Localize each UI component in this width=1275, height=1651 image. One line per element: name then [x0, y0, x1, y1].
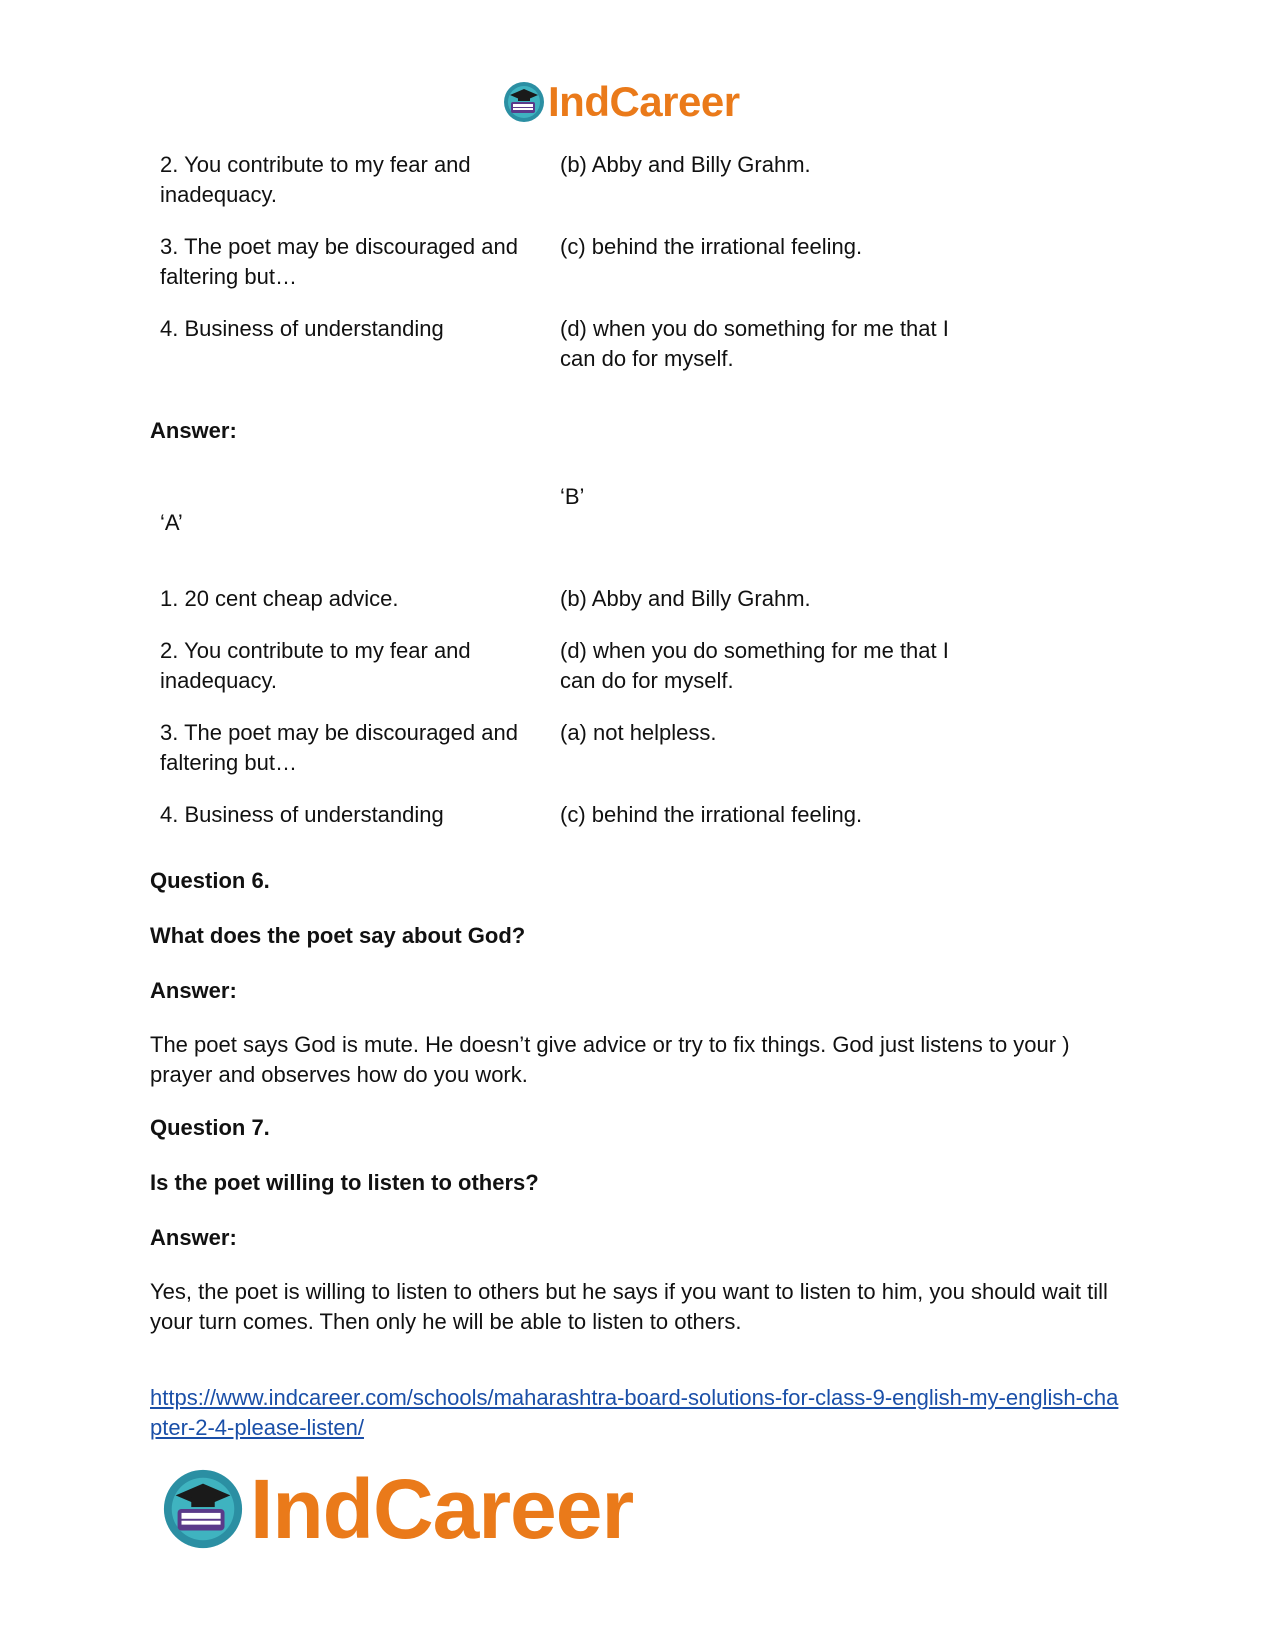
match2-row4-a: 4. Business of understanding — [160, 802, 444, 827]
q6-number: Question 6. — [150, 868, 270, 893]
q6-question: What does the poet say about God? — [150, 923, 526, 948]
match2-row2-a: 2. You contribute to my fear and inadequacy. — [160, 638, 471, 693]
match2-header-a: ‘A’ — [160, 510, 183, 535]
graduation-book-icon — [502, 80, 546, 124]
brand-logo-bottom — [160, 1462, 634, 1556]
q7-answer: Yes, the poet is willing to listen to others but he says if you want to listen to him, you should wait till your turn comes. Then only he will be able to listen to others. — [150, 1279, 1108, 1334]
match1-row1-b: (b) Abby and Billy Grahm. — [560, 152, 811, 177]
match2-row1-b: (b) Abby and Billy Grahm. — [560, 586, 811, 611]
brand-logo-top — [502, 80, 740, 124]
match2-row2-b: (d) when you do something for me that I can do for myself. — [560, 638, 949, 693]
match2-header-b: ‘B’ — [560, 484, 585, 509]
q6-answer-label: Answer: — [150, 978, 237, 1003]
match2-row3-a: 3. The poet may be discouraged and faltering but… — [160, 720, 518, 775]
q7-number: Question 7. — [150, 1115, 270, 1140]
brand-wordmark-bottom: IndCareer — [250, 1462, 634, 1556]
answer-label-1: Answer: — [150, 418, 237, 443]
match1-row1-a: 2. You contribute to my fear and inadequacy. — [160, 152, 471, 207]
graduation-book-icon — [160, 1466, 246, 1552]
match2-row1-a: 1. 20 cent cheap advice. — [160, 586, 399, 611]
match1-row3-a: 4. Business of understanding — [160, 316, 444, 341]
q6-answer: The poet says God is mute. He doesn’t give advice or try to fix things. God just listens to your ) prayer and observes how do you work. — [150, 1032, 1070, 1087]
brand-wordmark-top: IndCareer — [548, 78, 740, 125]
match1-row2-b: (c) behind the irrational feeling. — [560, 234, 863, 259]
q7-answer-label: Answer: — [150, 1225, 237, 1250]
source-link[interactable]: https://www.indcareer.com/schools/maharashtra-board-solutions-for-class-9-english-my-english-chapter-2-4-please-listen/ — [150, 1385, 1119, 1440]
q7-question: Is the poet willing to listen to others? — [150, 1170, 539, 1195]
match1-row2-a: 3. The poet may be discouraged and faltering but… — [160, 234, 518, 289]
match1-row3-b: (d) when you do something for me that I can do for myself. — [560, 316, 949, 371]
match2-row4-b: (c) behind the irrational feeling. — [560, 802, 863, 827]
match2-row3-b: (a) not helpless. — [560, 720, 717, 745]
